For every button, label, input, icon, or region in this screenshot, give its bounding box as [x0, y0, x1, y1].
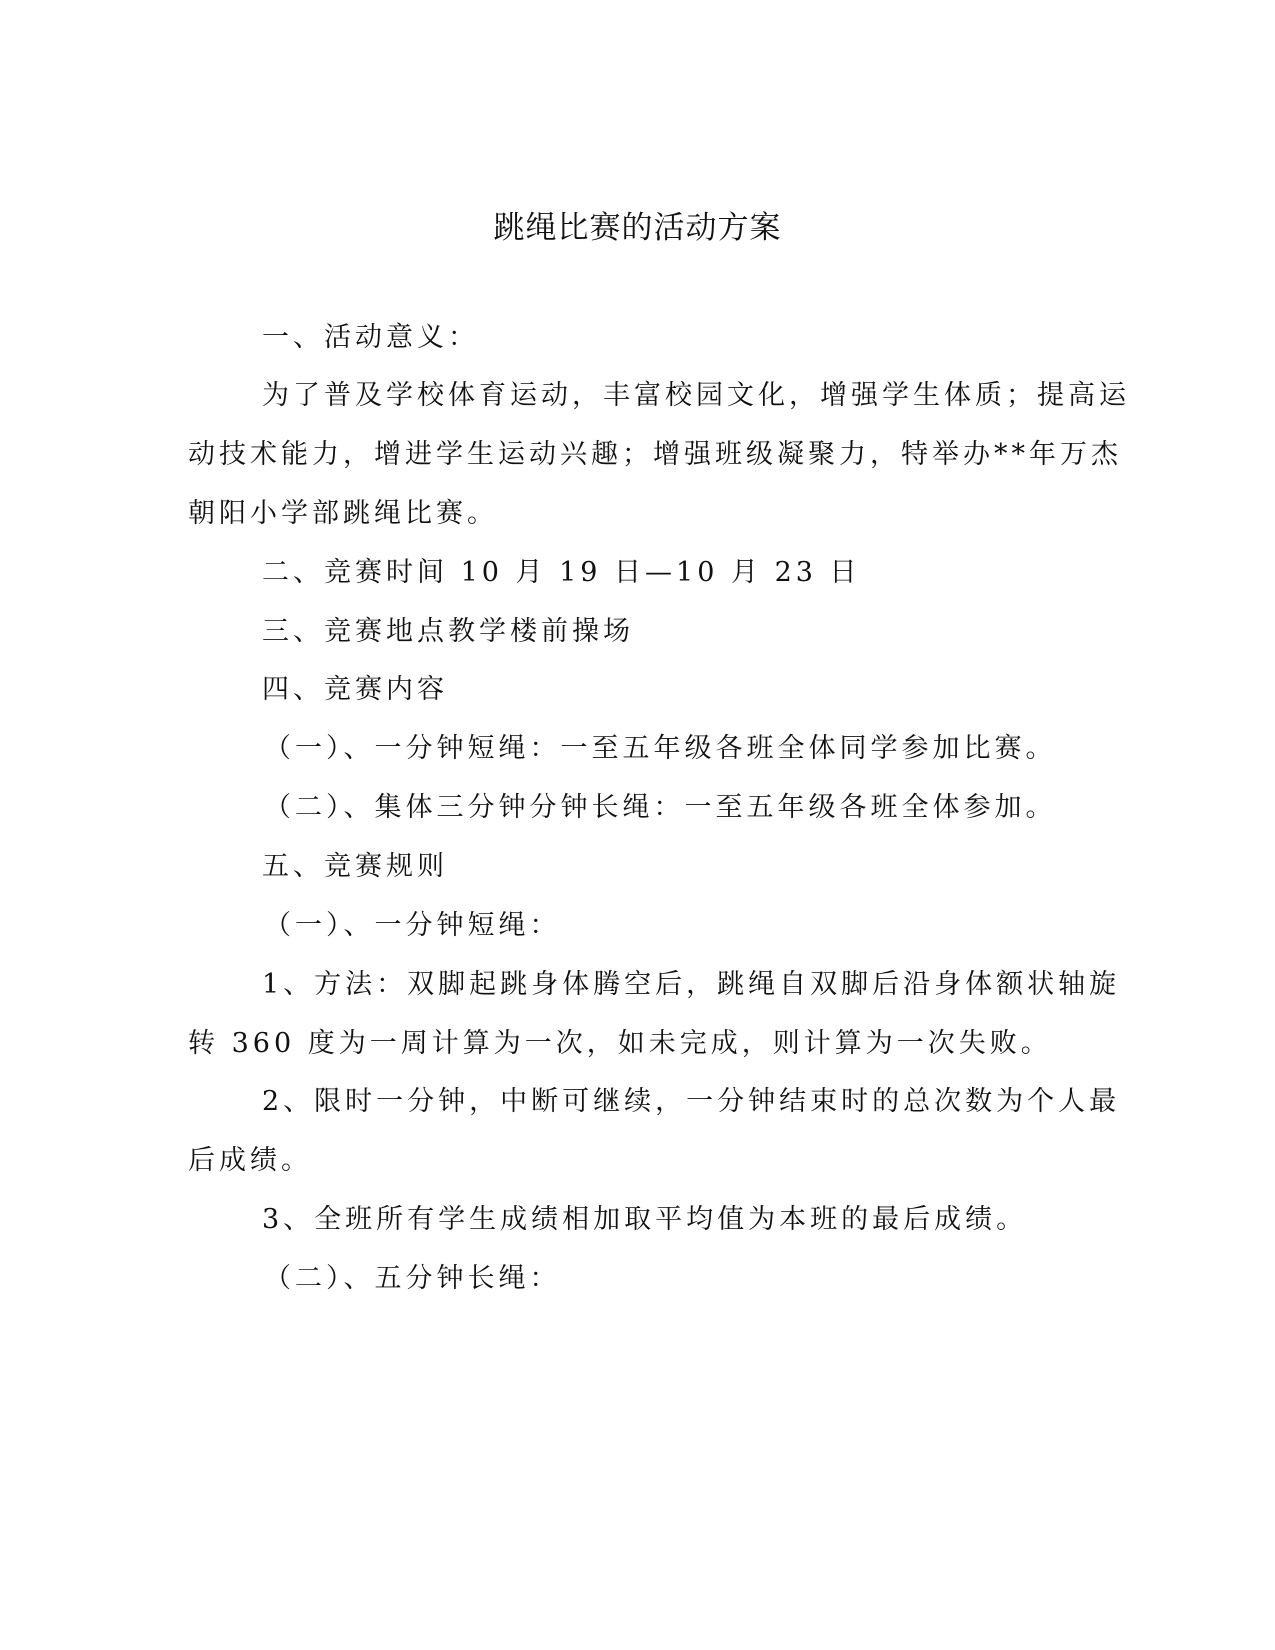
- section-4-heading: 四、竞赛内容: [262, 674, 448, 705]
- document-title: 跳绳比赛的活动方案: [493, 210, 782, 246]
- section-3-heading: 三、竞赛地点教学楼前操场: [262, 616, 634, 647]
- paragraph-line: 为了普及学校体育运动，丰富校园文化，增强学生体质；提高运: [262, 380, 1130, 411]
- paragraph-line: 动技术能力，增进学生运动兴趣；增强班级凝聚力，特举办**年万杰: [188, 439, 1122, 470]
- section-1-heading: 一、活动意义：: [262, 322, 479, 353]
- subsection-line: （一）、一分钟短绳：: [264, 910, 561, 941]
- rule-line: 1、方法：双脚起跳身体腾空后，跳绳自双脚后沿身体额状轴旋: [262, 969, 1121, 1000]
- rule-line: 3、全班所有学生成绩相加取平均值为本班的最后成绩。: [262, 1204, 1028, 1235]
- section-2-heading: 二、竞赛时间 10 月 19 日—10 月 23 日: [262, 557, 861, 588]
- subsection-line: （二）、集体三分钟分钟长绳：一至五年级各班全体参加。: [264, 792, 1057, 823]
- section-5-heading: 五、竞赛规则: [262, 851, 448, 882]
- subsection-line: （一）、一分钟短绳：一至五年级各班全体同学参加比赛。: [264, 733, 1057, 764]
- rule-line: 转 360 度为一周计算为一次，如未完成，则计算为一次失败。: [188, 1028, 1052, 1059]
- paragraph-line: 朝阳小学部跳绳比赛。: [188, 498, 498, 529]
- subsection-line: （二）、五分钟长绳：: [264, 1263, 561, 1294]
- rule-line: 2、限时一分钟，中断可继续，一分钟结束时的总次数为个人最: [262, 1086, 1121, 1117]
- rule-line: 后成绩。: [188, 1145, 312, 1176]
